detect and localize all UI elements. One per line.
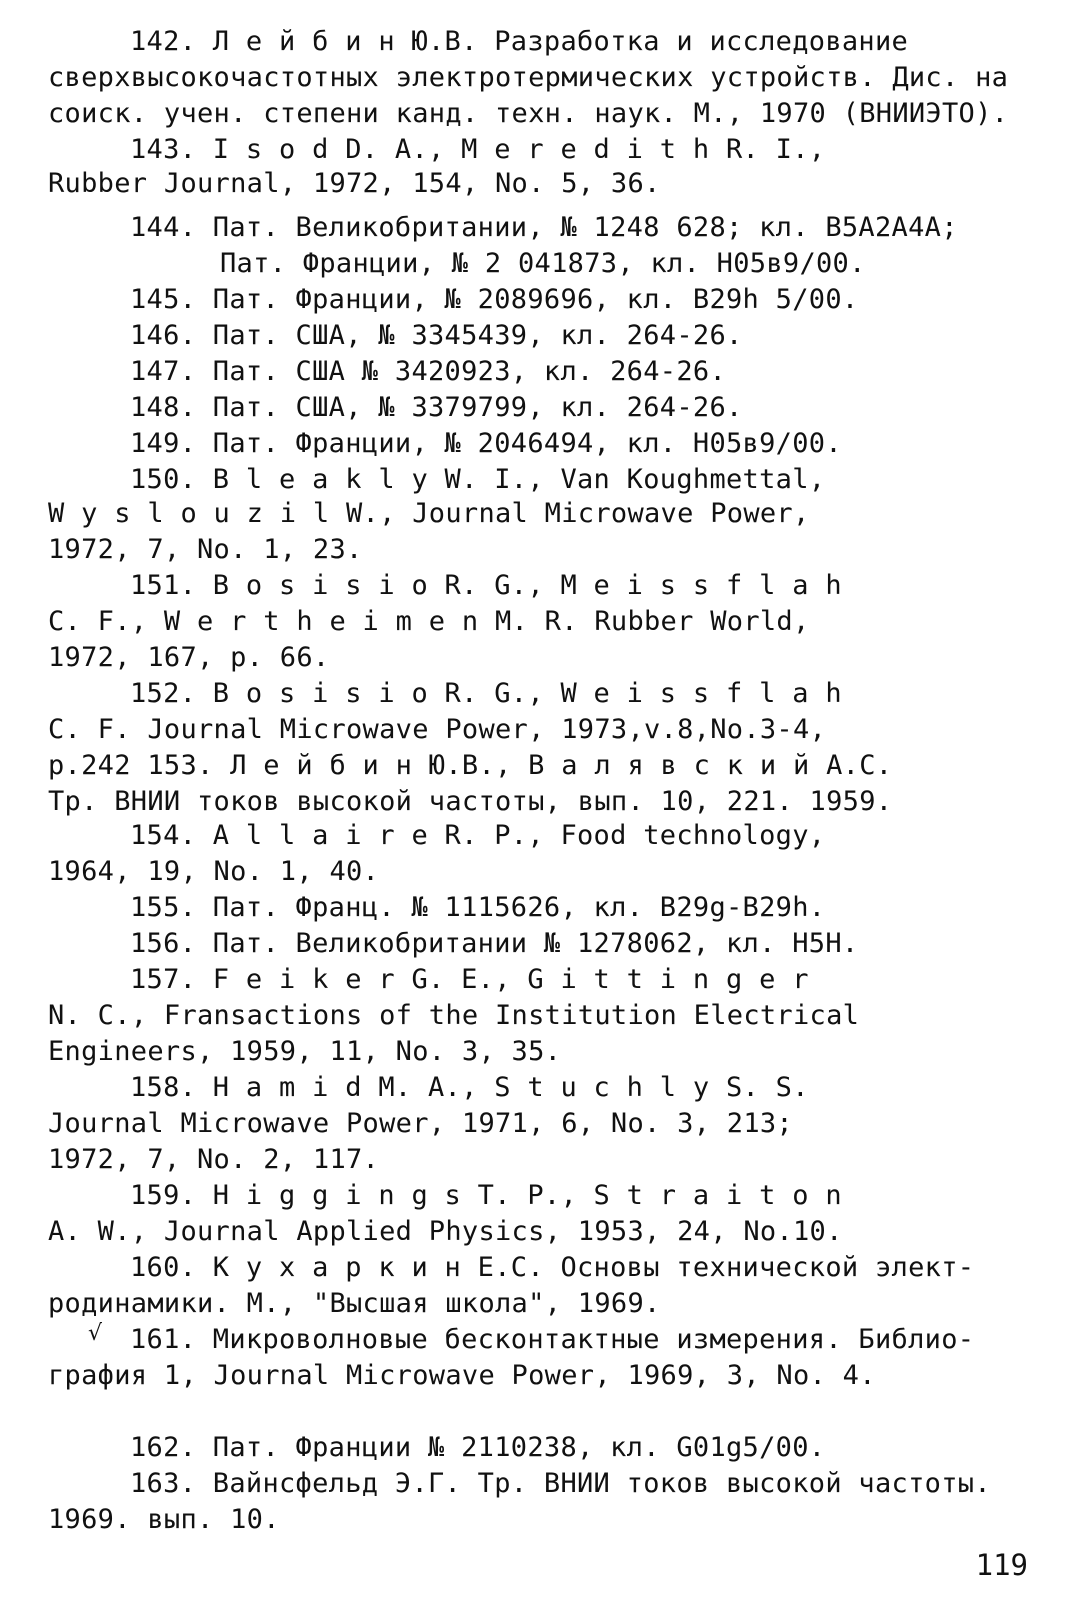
reference-142-line-2: сверхвысокочастотных электротермических устройств. Дис. на — [48, 62, 1009, 93]
reference-158-line-2: Journal Microwave Power, 1971, 6, No. 3, 213; — [48, 1108, 793, 1139]
reference-142-line-3: соиск. учен. степени канд. техн. наук. М., 1970 (ВНИИЭТО). — [48, 98, 1009, 129]
reference-157-line-2: N. C., Fransactions of the Institution Electrical — [48, 1000, 860, 1031]
reference-148: 148. Пат. США, № 3379799, кл. 264-26. — [130, 392, 743, 423]
reference-158-line-1: 158. H a m i d M. A., S t u c h l y S. S. — [130, 1072, 809, 1103]
reference-154-line-2: 1964, 19, No. 1, 40. — [48, 856, 380, 887]
reference-157-line-3: Engineers, 1959, 11, No. 3, 35. — [48, 1036, 562, 1067]
reference-145: 145. Пат. Франции, № 2089696, кл. B29h 5/00. — [130, 284, 859, 315]
reference-152-line-1: 152. B o s i s i o R. G., W e i s s f l a h — [130, 678, 842, 709]
handwritten-check-mark: √ — [88, 1321, 103, 1346]
reference-144-line-1: 144. Пат. Великобритании, № 1248 628; кл. B5A2A4A; — [130, 212, 958, 243]
reference-143-line-2: Rubber Journal, 1972, 154, No. 5, 36. — [48, 168, 661, 199]
reference-142-line-1: 142. Л е й б и н Ю.В. Разработка и исследование — [130, 26, 909, 57]
reference-144-line-2: Пат. Франции, № 2 041873, кл. H05в9/00. — [220, 248, 866, 279]
reference-158-line-3: 1972, 7, No. 2, 117. — [48, 1144, 380, 1175]
reference-163-line-2: 1969. вып. 10. — [48, 1504, 280, 1535]
reference-151-line-1: 151. B o s i s i o R. G., M e i s s f l a h — [130, 570, 842, 601]
reference-152-line-2: C. F. Journal Microwave Power, 1973,v.8,No.3-4, — [48, 714, 827, 745]
reference-150-line-1: 150. B l e a k l y W. I., Van Koughmettal, — [130, 464, 826, 495]
reference-150-line-2: W y s l o u z i l W., Journal Microwave Power, — [48, 498, 810, 529]
reference-159-line-2: A. W., Journal Applied Physics, 1953, 24, No.10. — [48, 1216, 843, 1247]
reference-143-line-1: 143. I s o d D. A., M e r e d i t h R. I., — [130, 134, 826, 165]
reference-146: 146. Пат. США, № 3345439, кл. 264-26. — [130, 320, 743, 351]
reference-151-line-3: 1972, 167, p. 66. — [48, 642, 330, 673]
reference-149: 149. Пат. Франции, № 2046494, кл. H05в9/00. — [130, 428, 842, 459]
reference-151-line-2: C. F., W e r t h e i m e n M. R. Rubber World, — [48, 606, 810, 637]
reference-160-line-2: родинамики. М., "Высшая школа", 1969. — [48, 1288, 661, 1319]
reference-154-line-1: 154. A l l a i r e R. P., Food technology, — [130, 820, 826, 851]
reference-160-line-1: 160. К у х а р к и н Е.С. Основы технической элект- — [130, 1252, 975, 1283]
reference-150-line-3: 1972, 7, No. 1, 23. — [48, 534, 363, 565]
reference-159-line-1: 159. H i g g i n g s T. P., S t r a i t o n — [130, 1180, 842, 1211]
reference-156: 156. Пат. Великобритании № 1278062, кл. H5H. — [130, 928, 859, 959]
reference-161-line-2: графия 1, Journal Microwave Power, 1969, 3, No. 4. — [48, 1360, 876, 1391]
reference-155: 155. Пат. Франц. № 1115626, кл. B29g-B29h. — [130, 892, 826, 923]
reference-152-153-line: p.242 153. Л е й б и н Ю.В., В а л я в с к и й А.С. — [48, 750, 893, 781]
page-number: 119 — [975, 1548, 1028, 1582]
reference-157-line-1: 157. F e i k e r G. E., G i t t i n g e r — [130, 964, 809, 995]
reference-161-line-1: 161. Микроволновые бесконтактные измерения. Библио- — [130, 1324, 975, 1355]
reference-162: 162. Пат. Франции № 2110238, кл. G01g5/00. — [130, 1432, 826, 1463]
reference-147: 147. Пат. США № 3420923, кл. 264-26. — [130, 356, 726, 387]
reference-153-line-2: Тр. ВНИИ токов высокой частоты, вып. 10, 221. 1959. — [48, 786, 893, 817]
reference-163-line-1: 163. Вайнсфельд Э.Г. Тр. ВНИИ токов высокой частоты. — [130, 1468, 991, 1499]
